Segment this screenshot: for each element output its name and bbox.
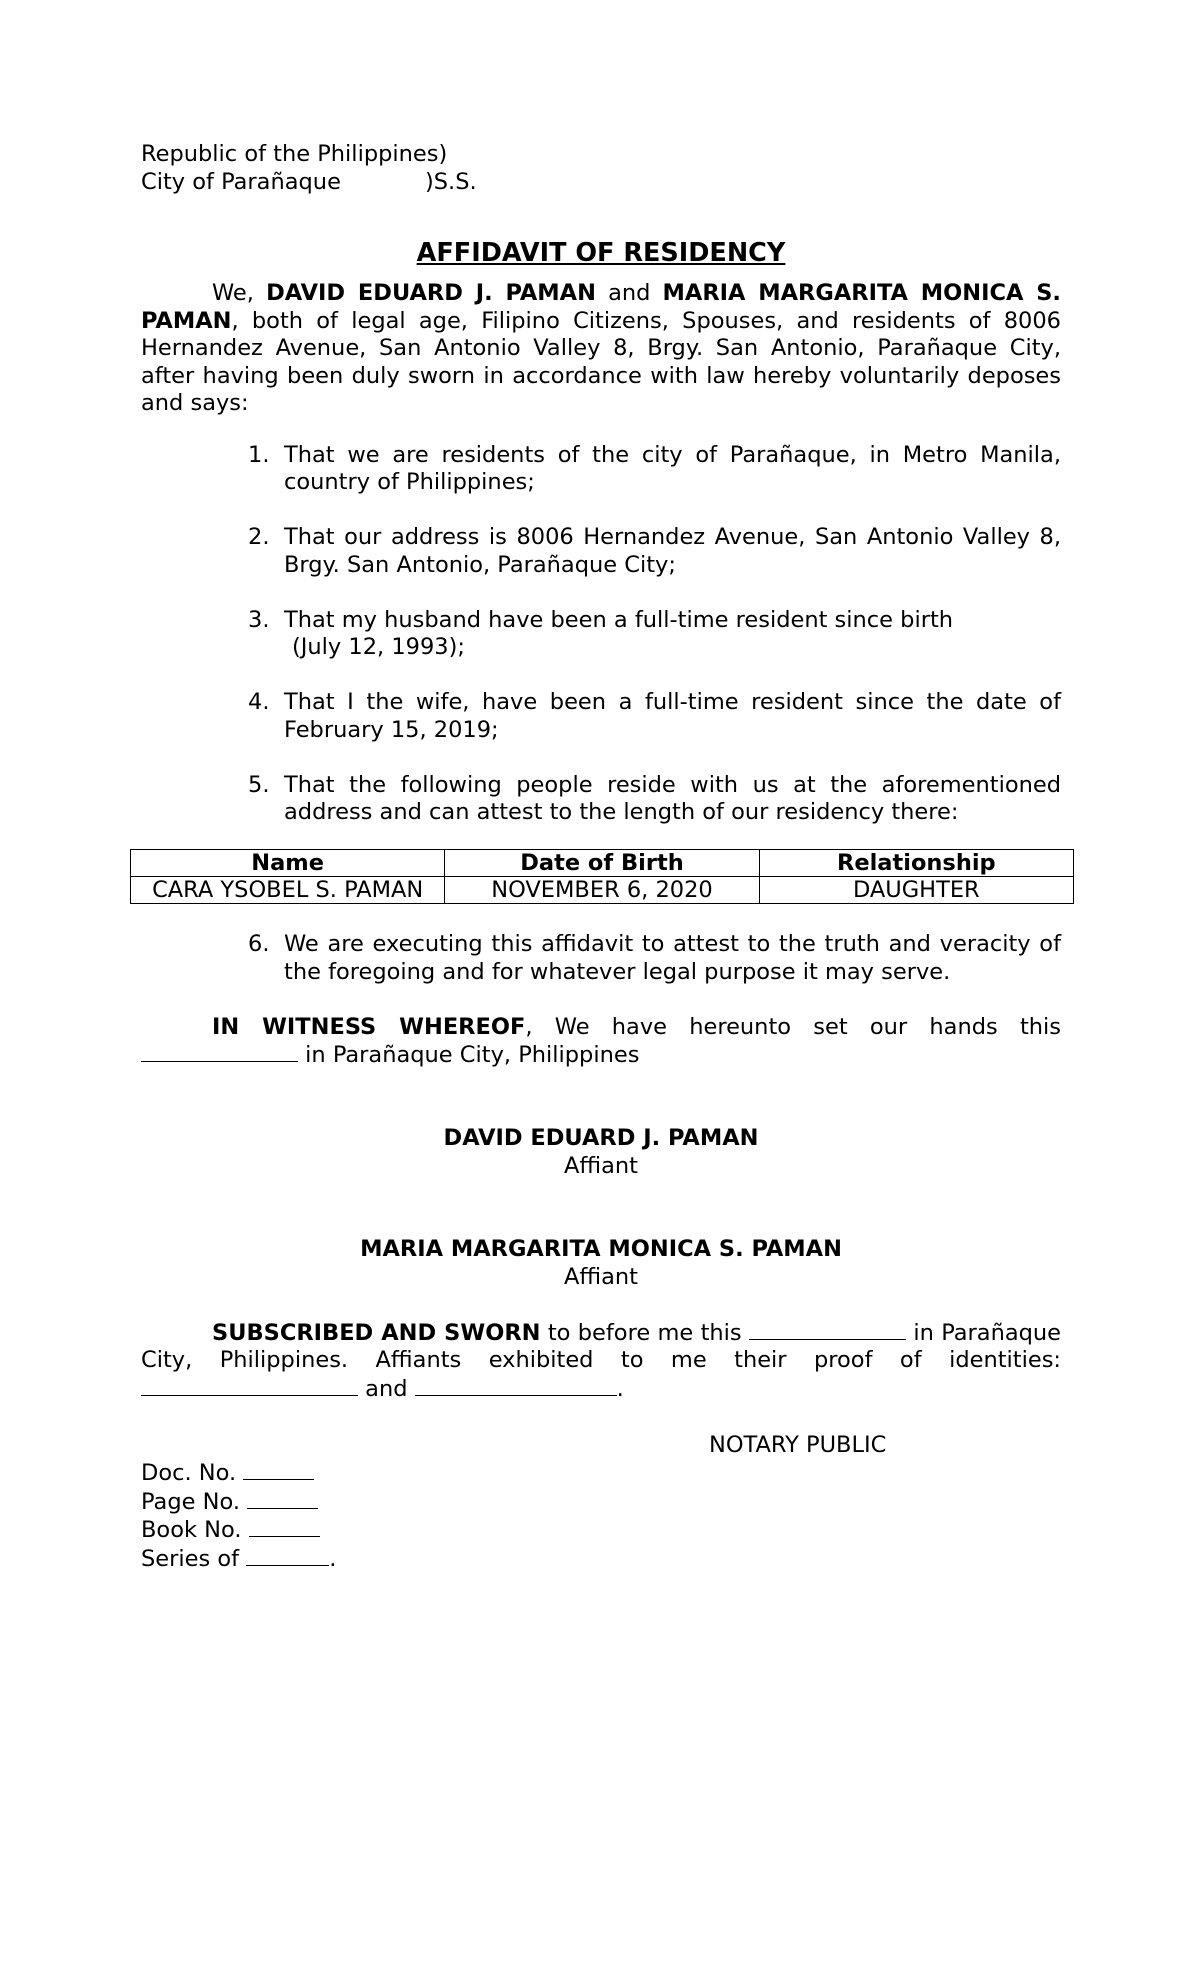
affidavit-page: [141, 140, 1061, 1573]
registry-doc-blank: [243, 1459, 314, 1480]
item-text: We are executing this affidavit to attest to the truth and veracity of the foregoing and for whatever legal purpose it may serve.: [284, 931, 1061, 985]
residents-table: [130, 849, 1074, 904]
registry-series-blank: [246, 1545, 329, 1566]
witness-date-blank: [141, 1041, 298, 1062]
item-number: 4.: [248, 689, 270, 715]
signature-name-2: MARIA MARGARITA MONICA S. PAMAN: [360, 1235, 842, 1262]
list-item: [141, 607, 1061, 662]
item-text: That the following people reside with us at the aforementioned address and can attest to the length of our residency there:: [284, 771, 1061, 825]
registry-page-label: Page No.: [141, 1488, 240, 1515]
table-row: [131, 877, 1074, 904]
intro-we: We,: [212, 280, 254, 306]
venue-republic: Republic of the Philippines): [141, 141, 448, 167]
registry-series: [141, 1545, 1061, 1574]
witness-paragraph: [141, 1014, 1061, 1070]
header-name: Name: [131, 850, 445, 877]
jurat-paragraph: [141, 1319, 1061, 1404]
signature-role-1: Affiant: [563, 1152, 638, 1179]
document-title: AFFIDAVIT OF RESIDENCY: [416, 238, 786, 268]
item-text: That we are residents of the city of Parañaque, in Metro Manila, country of Philippines;: [284, 441, 1061, 495]
registry-doc: [141, 1459, 1061, 1488]
signature-block-2: [141, 1235, 1061, 1291]
signature-name-1: DAVID EDUARD J. PAMAN: [443, 1124, 759, 1151]
item-number: 1.: [248, 441, 270, 468]
signature-block-1: [141, 1124, 1061, 1180]
item-text-line2: (July 12, 1993);: [292, 634, 465, 660]
venue-ss: )S.S.: [425, 169, 477, 195]
witness-lead: IN WITNESS WHEREOF: [212, 1013, 526, 1040]
jurat-text1: to before me this: [547, 1319, 742, 1346]
venue-city-row: [141, 168, 1061, 196]
item-text: That I the wife, have been a full-time resident since the date of February 15, 2019;: [284, 689, 1061, 743]
intro-and: and: [608, 280, 651, 306]
item-text-line1: That my husband have been a full-time resident since birth: [284, 606, 954, 633]
table-header-row: [131, 850, 1074, 877]
intro-paragraph: [141, 280, 1061, 418]
header-relationship: Relationship: [759, 850, 1073, 877]
cell-relationship: DAUGHTER: [759, 877, 1073, 904]
intro-rest: , both of legal age, Filipino Citizens, Spouses, and residents of 8006 Hernandez Avenue, San Antonio Valley 8, Brgy. San Antonio, Parañaque City, after having been duly sworn in accordance with law hereby voluntarily deposes and says:: [141, 307, 1061, 416]
id-blank-2: [415, 1375, 617, 1396]
intro-affiant1: DAVID EDUARD J. PAMAN: [266, 280, 596, 306]
item-text: That our address is 8006 Hernandez Avenue, San Antonio Valley 8, Brgy. San Antonio, Parañaque City;: [284, 524, 1061, 578]
registry-book-blank: [249, 1516, 320, 1537]
item-number: 2.: [248, 524, 270, 550]
list-item: [141, 931, 1061, 986]
registry-book: [141, 1516, 1061, 1545]
list-item: [141, 442, 1061, 497]
jurat-text3: Parañaque City, Philippines. Affiants exhibited to me their proof of identities:: [141, 1319, 1062, 1373]
list-item: [141, 689, 1061, 744]
venue-city: City of Parañaque: [141, 169, 341, 195]
registry-page: [141, 1488, 1061, 1517]
jurat-lead: SUBSCRIBED AND SWORN: [212, 1319, 541, 1346]
item-number: 3.: [248, 606, 270, 633]
jurat-text2: in: [913, 1319, 934, 1346]
registry-book-label: Book No.: [141, 1517, 242, 1543]
jurat-date-blank: [749, 1319, 906, 1340]
intro-affiant2: MARIA MARGARITA MONICA S. PAMAN: [141, 280, 1061, 334]
item-number: 5.: [248, 771, 270, 798]
id-blank-1: [141, 1375, 358, 1396]
header-date-of-birth: Date of Birth: [445, 850, 759, 877]
list-item: [141, 772, 1061, 827]
cell-name: CARA YSOBEL S. PAMAN: [131, 877, 445, 904]
jurat-end: .: [616, 1375, 624, 1402]
witness-text2: in Parañaque City, Philippines: [305, 1042, 640, 1068]
statements-list: [141, 442, 1061, 827]
registry-block: [141, 1459, 1061, 1573]
venue-block: [141, 140, 1061, 196]
statements-list-continued: [141, 931, 1061, 986]
registry-page-blank: [247, 1488, 318, 1509]
registry-series-label: Series of: [141, 1545, 240, 1572]
witness-text1: , We have hereunto set our hands this: [525, 1013, 1061, 1040]
cell-date-of-birth: NOVEMBER 6, 2020: [445, 877, 759, 904]
list-item: [141, 524, 1061, 579]
jurat-and: and: [365, 1375, 408, 1402]
notary-public-label: NOTARY PUBLIC: [709, 1432, 887, 1458]
signature-role-2: Affiant: [563, 1263, 638, 1290]
item-number: 6.: [248, 931, 270, 957]
registry-doc-label: Doc. No.: [141, 1460, 237, 1486]
registry-series-end: .: [329, 1545, 337, 1572]
